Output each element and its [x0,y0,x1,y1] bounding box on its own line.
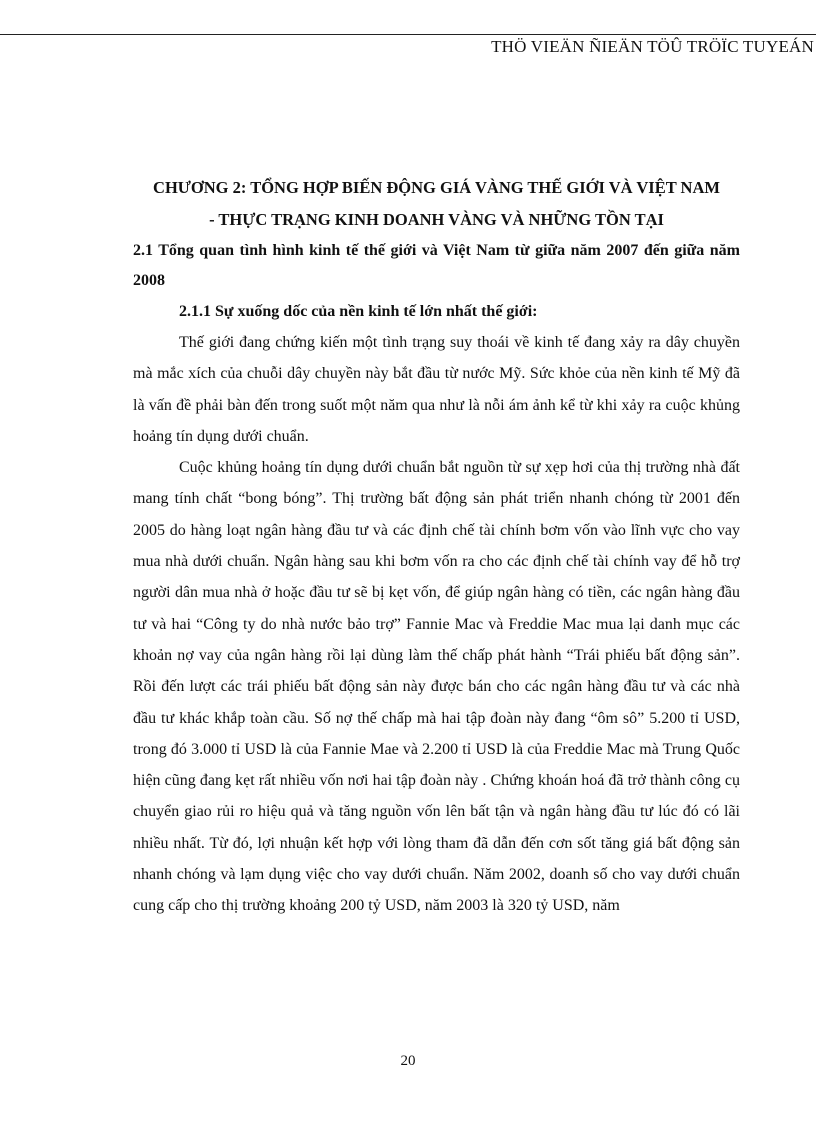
page-body [133,172,740,922]
page-number: 20 [400,1053,416,1069]
subsection-heading: 2.1.1 Sự xuống dốc của nền kinh tế lớn nhất thế giới: [179,303,538,320]
paragraph: Thế giới đang chứng kiến một tình trạng suy thoái về kinh tế đang xảy ra dây chuyền mà mắc xích của chuỗi dây chuyền này bắt đầu từ nước Mỹ. Sức khỏe của nền kinh tế Mỹ đã là vấn đề phải bàn đến trong suốt một năm qua như là nỗi ám ảnh kể từ khi xảy ra cuộc khủng hoảng tín dụng dưới chuẩn. [133,334,740,445]
header-rule [0,34,816,35]
chapter-title-line-2: - THỰC TRẠNG KINH DOANH VÀNG VÀ NHỮNG TỒN TẠI [209,210,664,229]
section-heading: 2.1 Tổng quan tình hình kinh tế thế giới và Việt Nam từ giữa năm 2007 đến giữa năm 2008 [133,242,740,289]
running-header: THÖ VIEÄN ÑIEÄN TÖÛ TRÖÏC TUYEÁN [491,37,814,56]
paragraph: Cuộc khủng hoảng tín dụng dưới chuẩn bắt nguồn từ sự xẹp hơi của thị trường nhà đất mang tính chất “bong bóng”. Thị trường bất động sản phát triển nhanh chóng từ 2001 đến 2005 do hàng loạt ngân hàng đầu tư và các định chế tài chính bơm vốn vào lĩnh vực cho vay mua nhà dưới chuẩn. Ngân hàng sau khi bơm vốn ra cho các định chế tài chính vay để hỗ trợ người dân mua nhà ở hoặc đầu tư sẽ bị kẹt vốn, để giúp ngân hàng có tiền, các ngân hàng đầu tư và hai “Công ty do nhà nước bảo trợ” Fannie Mac và Freddie Mac mua lại danh mục các khoản nợ vay của ngân hàng rồi lại dùng làm thế chấp phát hành “Trái phiếu bất động sản”. Rồi đến lượt các trái phiếu bất động sản này được bán cho các ngân hàng đầu tư và các nhà đầu tư khác khắp toàn cầu. Số nợ thế chấp mà hai tập đoàn này đang “ôm sô” 5.200 tỉ USD, trong đó 3.000 tỉ USD là của Fannie Mae và 2.200 tỉ USD là của Freddie Mac mà Trung Quốc hiện cũng đang kẹt rất nhiều vốn nơi hai tập đoàn này . Chứng khoán hoá đã trở thành công cụ chuyển giao rủi ro hiệu quả và tăng nguồn vốn lên bất tận và ngân hàng đầu tư lúc đó có lãi nhiều nhất. Từ đó, lợi nhuận kết hợp với lòng tham đã dẫn đến cơn sốt tăng giá bất động sản nhanh chóng và lạm dụng việc cho vay dưới chuẩn. Năm 2002, doanh số cho vay dưới chuẩn cung cấp cho thị trường khoảng 200 tỷ USD, năm 2003 là 320 tỷ USD, năm [133,459,740,915]
chapter-title-line-1: CHƯƠNG 2: TỔNG HỢP BIẾN ĐỘNG GIÁ VÀNG THẾ GIỚI VÀ VIỆT NAM [153,178,720,197]
